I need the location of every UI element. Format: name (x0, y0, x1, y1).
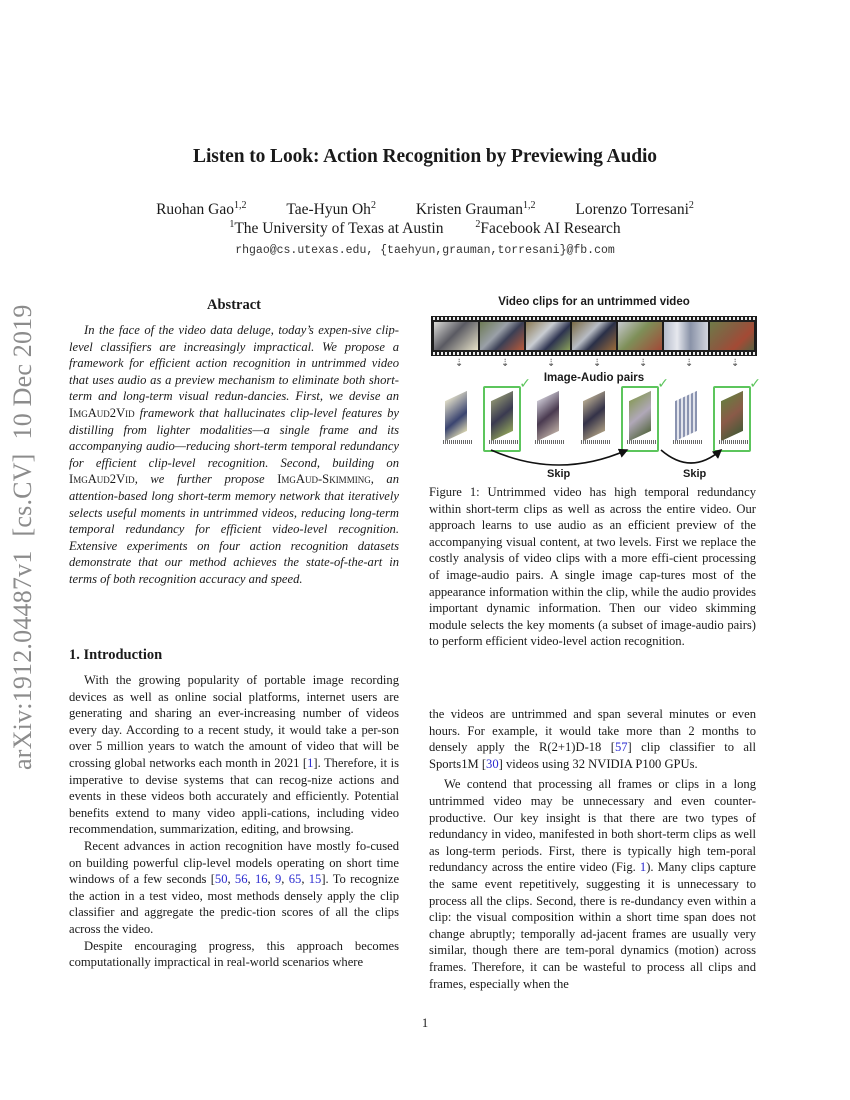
body-paragraph (429, 706, 756, 772)
abstract-text: framework that hallucinates clip-level features by distilling from lighter modalities—a single frame and its accompanying audio—reducing short-term temporal redundancy for efficient clip-level recognition. Second, building on (69, 405, 399, 470)
arxiv-category: [cs.CV] (8, 453, 37, 537)
affiliation-superscript: 1 (229, 219, 235, 230)
body-text: ]. To recognize the action in a test video, most methods densely apply the clip classifier and aggregate the predic-tion scores of all the clips across the video. (69, 872, 400, 936)
down-arrows (429, 358, 759, 372)
method-name: ImgAud2Vid (69, 405, 135, 420)
body-text: We contend that processing all frames or clips in a long untrimmed video may be unnecessary and even counter-productive. Our key insight is that there are two types of redundancy in video, manifested in both short-term clips as well as long-term periods. First, there is typically high tem-poral redundancy across the entire video (Fig. (429, 777, 756, 875)
skip-arrows (429, 446, 759, 472)
audio-waveform-icon (535, 440, 565, 444)
arrow-down-icon: ⇣ (455, 358, 464, 369)
abstract-text: , an attention-based long short-term memory network that iteratively selects useful moments in untrimmed videos, reducing long-term temporal redundancy for efficient video-level recognition. Extensive experiments on four action recognition datasets demonstrate that our method achieves the state-of-the-art in terms of both recognition accuracy and speed. (69, 472, 400, 586)
author-superscript: 1,2 (523, 200, 536, 211)
checkmark-icon: ✓ (749, 376, 761, 392)
audio-waveform-icon (443, 440, 473, 444)
video-frame (480, 322, 524, 350)
body-text: the videos are untrimmed and span several minutes or even hours. For example, it would take more than 2 months to densely apply the R(2+1)D-18 [ (429, 707, 756, 755)
author-name: Kristen Grauman (415, 201, 523, 218)
citation-link[interactable]: 50 (214, 872, 228, 887)
video-frame (664, 322, 708, 350)
arrow-down-icon: ⇣ (685, 358, 694, 369)
figure-caption (429, 484, 756, 650)
video-frame (710, 322, 754, 350)
right-column-body (429, 706, 756, 992)
audio-waveform-icon (673, 440, 703, 444)
arrow-down-icon: ⇣ (501, 358, 510, 369)
citation-link[interactable]: 1 (307, 755, 314, 770)
arxiv-stamp (8, 290, 38, 770)
skip-label: Skip (683, 468, 707, 480)
citation-link[interactable]: 65 (288, 872, 302, 887)
arrow-down-icon: ⇣ (639, 358, 648, 369)
method-name: ImgAud-Skimming (277, 472, 371, 487)
arxiv-date: 10 Dec 2019 (8, 304, 37, 440)
citation-link[interactable]: 9 (274, 872, 282, 887)
author-name: Lorenzo Torresani (575, 201, 689, 218)
author-superscript: 2 (688, 200, 694, 211)
author-name: Ruohan Gao (156, 201, 234, 218)
citation-link[interactable]: 57 (614, 740, 628, 755)
body-text: Recent advances in action recognition have mostly fo-cused on building powerful clip-level models operating on short time windows of a few seconds [ (69, 838, 399, 887)
author (575, 200, 694, 219)
filmstrip (431, 316, 757, 356)
frame-thumbnail (583, 391, 605, 441)
citation-link[interactable]: 30 (486, 756, 499, 771)
author (416, 200, 536, 219)
caption-text: Figure 1: Untrimmed video has high temporal redundancy within short-term clips as well as across the entire video. Our approach learns to use audio as an efficient preview of the accompanying visual content, at two levels. First we replace the costly analysis of video clips with a more effi-cient processing of image-audio pairs. A single image cap-tures most of the appearance information within the clip, while the audio provides important dynamic information. Then our video skimming module selects the key moments (a subset of image-audio pairs) to perform efficient video-level action recognition. (429, 485, 756, 649)
affiliation-superscript: 2 (475, 219, 481, 230)
affiliation-list (0, 219, 850, 238)
image-audio-pair (579, 396, 609, 446)
body-text: With the growing popularity of portable image recording devices as well as online social platforms, internet users are generating and sharing an ever-increasing number of videos every day. According to a recent study, it would take a per-son over 5 million years to watch the amount of video that will be crossing global networks each month in 2021 [ (69, 673, 399, 770)
film-sprocket-holes (431, 317, 757, 320)
abstract-paragraph (69, 322, 399, 588)
body-text: ]. Therefore, it is imperative to devise systems that can recog-nize actions and events in these videos both accurately and efficiently. Potential benefits extend to many video appli-cations, including video recommendation, summarization, editing, and browsing. (69, 755, 399, 837)
author-list (0, 200, 850, 219)
skip-label: Skip (547, 468, 571, 480)
frame-thumbnail (445, 391, 467, 441)
introduction-body (69, 672, 399, 971)
paper-title: Listen to Look: Action Recognition by Previewing Audio (193, 146, 657, 167)
abstract-heading: Abstract (207, 297, 261, 313)
image-audio-pair (671, 396, 701, 446)
image-audio-pair (533, 396, 563, 446)
body-text: ] videos using 32 NVIDIA P100 GPUs. (498, 756, 698, 771)
intro-paragraph (69, 672, 399, 838)
author (156, 200, 246, 219)
checkmark-icon: ✓ (519, 376, 531, 392)
author (286, 200, 376, 219)
author-name: Tae-Hyun Oh (286, 201, 371, 218)
author-superscript: 1,2 (233, 200, 247, 211)
citation-link[interactable]: 16 (254, 872, 268, 887)
affiliation-name: Facebook AI Research (480, 220, 621, 237)
arxiv-id: arXiv:1912.04487v1 (8, 550, 37, 770)
arrow-down-icon: ⇣ (731, 358, 740, 369)
affiliation (229, 219, 443, 238)
body-text: ). Many clips capture the same event repetitively, suggesting it is unnecessary to process all the clips. Second, there is re-dundancy even within a clip: the visual composition within a short time span does not change abruptly; temporally ad-jacent frames are usually very similar, though there are tem-poral dynamics (motion) across frames. Therefore, it can be wasteful to process all clips and frames, especially when the (429, 860, 756, 991)
method-name: ImgAud2Vid (69, 472, 135, 487)
abstract-body (69, 322, 399, 588)
checkmark-icon: ✓ (657, 376, 669, 392)
video-frame (434, 322, 478, 350)
body-text: ] clip classifier to all Sports1M [ (429, 740, 756, 771)
image-audio-pair (441, 396, 471, 446)
selected-pair-box (621, 376, 669, 452)
intro-paragraph: Recent advances in action recognition have mostly fo-cused on building powerful clip-level models operating on short time windows of a few seconds [50, 56, 16, 9, 65, 15]. To recognize the action in a test video, most methods densely apply the clip classifier and aggregate the predic-tion scores of all the clips across the video. (69, 838, 400, 936)
affiliation (475, 219, 620, 238)
body-paragraph (429, 776, 756, 992)
video-frame (618, 322, 662, 350)
arrow-down-icon: ⇣ (593, 358, 602, 369)
affiliation-name: The University of Texas at Austin (234, 220, 444, 237)
audio-waveform-icon (581, 440, 611, 444)
arrow-down-icon: ⇣ (547, 358, 556, 369)
figure-reference-link[interactable]: 1 (639, 860, 647, 875)
citation-link[interactable]: 15 (308, 872, 322, 887)
video-frame (526, 322, 570, 350)
frame-thumbnail (675, 391, 697, 441)
video-frame (572, 322, 616, 350)
author-emails: rhgao@cs.utexas.edu, {taehyun,grauman,torresani}@fb.com (235, 244, 615, 257)
figure-mid-label: Image-Audio pairs (543, 372, 645, 384)
author-superscript: 2 (370, 200, 376, 211)
page-number: 1 (421, 1016, 429, 1030)
abstract-text: , we further propose (134, 472, 278, 487)
section-heading-introduction: 1. Introduction (69, 647, 163, 663)
intro-paragraph: Despite encouraging progress, this approach becomes computationally impractical in real-world scenarios where (69, 938, 399, 970)
film-sprocket-holes (431, 352, 757, 355)
figure-top-label: Video clips for an untrimmed video (498, 296, 690, 308)
abstract-text: In the face of the video data deluge, today’s expen-sive clip-level classifiers are increasingly impractical. We propose a framework for efficient action recognition in untrimmed video that uses audio as a preview mechanism to eliminate both short-term and long-term visual redun-dancies. First, we devise an (69, 323, 399, 404)
citation-link[interactable]: 56 (234, 872, 248, 887)
frame-thumbnail (537, 391, 559, 441)
selected-pair-box (483, 376, 531, 452)
figure-1 (429, 296, 759, 482)
selected-pair-box (713, 376, 761, 452)
